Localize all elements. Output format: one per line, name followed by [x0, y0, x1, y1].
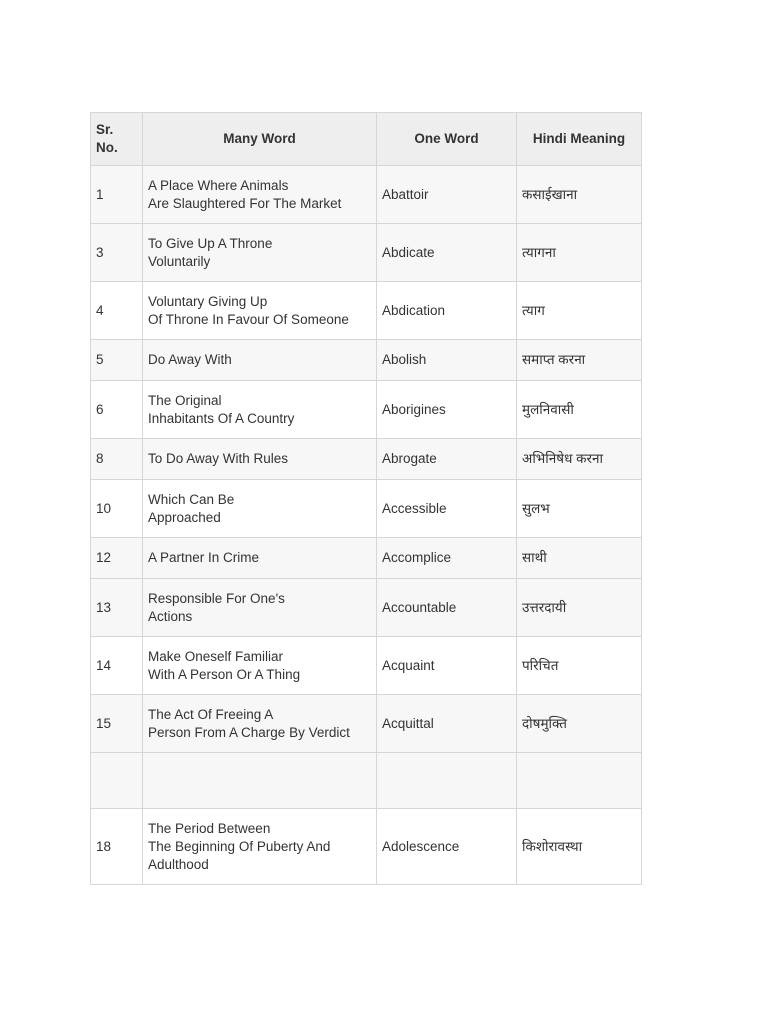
table-row	[91, 381, 642, 439]
cell-one-word: Abdicate	[377, 224, 517, 282]
cell-sr-no: 13	[91, 579, 143, 637]
cell-many-word: The Original Inhabitants Of A Country	[143, 381, 377, 439]
cell-many-word: A Place Where Animals Are Slaughtered For The Market	[143, 166, 377, 224]
table-row	[91, 282, 642, 340]
header-hindi-meaning: Hindi Meaning	[517, 113, 642, 166]
cell-many-word: The Period Between The Beginning Of Puberty And Adulthood	[143, 809, 377, 885]
cell-many-word: The Act Of Freeing A Person From A Charge By Verdict	[143, 695, 377, 753]
cell-sr-no: 4	[91, 282, 143, 340]
cell-hindi-meaning: सुलभ	[517, 480, 642, 538]
header-sr-no: Sr. No.	[91, 113, 143, 166]
cell-one-word: Aborigines	[377, 381, 517, 439]
cell-one-word: Acquittal	[377, 695, 517, 753]
cell-hindi-meaning: समाप्त करना	[517, 340, 642, 381]
cell-sr-no: 12	[91, 538, 143, 579]
cell-hindi-meaning: त्याग	[517, 282, 642, 340]
table-header-row	[91, 113, 642, 166]
table-row	[91, 538, 642, 579]
cell-sr-no: 3	[91, 224, 143, 282]
cell-sr-no: 8	[91, 439, 143, 480]
cell-hindi-meaning	[517, 753, 642, 809]
table-row	[91, 809, 642, 885]
cell-hindi-meaning: मुलनिवासी	[517, 381, 642, 439]
cell-many-word: Voluntary Giving Up Of Throne In Favour Of Someone	[143, 282, 377, 340]
table-row	[91, 695, 642, 753]
cell-sr-no	[91, 753, 143, 809]
cell-sr-no: 14	[91, 637, 143, 695]
table-row	[91, 224, 642, 282]
cell-many-word: To Do Away With Rules	[143, 439, 377, 480]
cell-one-word: Abrogate	[377, 439, 517, 480]
cell-hindi-meaning: कसाईखाना	[517, 166, 642, 224]
cell-many-word: Which Can Be Approached	[143, 480, 377, 538]
cell-sr-no: 18	[91, 809, 143, 885]
table-row	[91, 579, 642, 637]
table-row-empty	[91, 753, 642, 809]
table-row	[91, 166, 642, 224]
cell-many-word: A Partner In Crime	[143, 538, 377, 579]
cell-one-word: Accountable	[377, 579, 517, 637]
cell-hindi-meaning: उत्तरदायी	[517, 579, 642, 637]
cell-sr-no: 6	[91, 381, 143, 439]
cell-one-word: Accomplice	[377, 538, 517, 579]
vocabulary-table	[90, 112, 642, 885]
cell-one-word: Abdication	[377, 282, 517, 340]
cell-hindi-meaning: किशोरावस्था	[517, 809, 642, 885]
cell-one-word: Accessible	[377, 480, 517, 538]
cell-hindi-meaning: दोषमुक्ति	[517, 695, 642, 753]
header-one-word: One Word	[377, 113, 517, 166]
table-row	[91, 480, 642, 538]
cell-hindi-meaning: साथी	[517, 538, 642, 579]
cell-hindi-meaning: अभिनिषेध करना	[517, 439, 642, 480]
cell-sr-no: 1	[91, 166, 143, 224]
cell-one-word: Adolescence	[377, 809, 517, 885]
cell-sr-no: 15	[91, 695, 143, 753]
table-row	[91, 637, 642, 695]
cell-many-word: Do Away With	[143, 340, 377, 381]
cell-many-word: Make Oneself Familiar With A Person Or A Thing	[143, 637, 377, 695]
cell-sr-no: 10	[91, 480, 143, 538]
cell-hindi-meaning: त्यागना	[517, 224, 642, 282]
cell-many-word: Responsible For One's Actions	[143, 579, 377, 637]
cell-one-word: Abattoir	[377, 166, 517, 224]
cell-one-word: Abolish	[377, 340, 517, 381]
table-row	[91, 439, 642, 480]
header-many-word: Many Word	[143, 113, 377, 166]
table-row	[91, 340, 642, 381]
cell-one-word	[377, 753, 517, 809]
cell-sr-no: 5	[91, 340, 143, 381]
cell-many-word: To Give Up A Throne Voluntarily	[143, 224, 377, 282]
cell-many-word	[143, 753, 377, 809]
cell-hindi-meaning: परिचित	[517, 637, 642, 695]
cell-one-word: Acquaint	[377, 637, 517, 695]
